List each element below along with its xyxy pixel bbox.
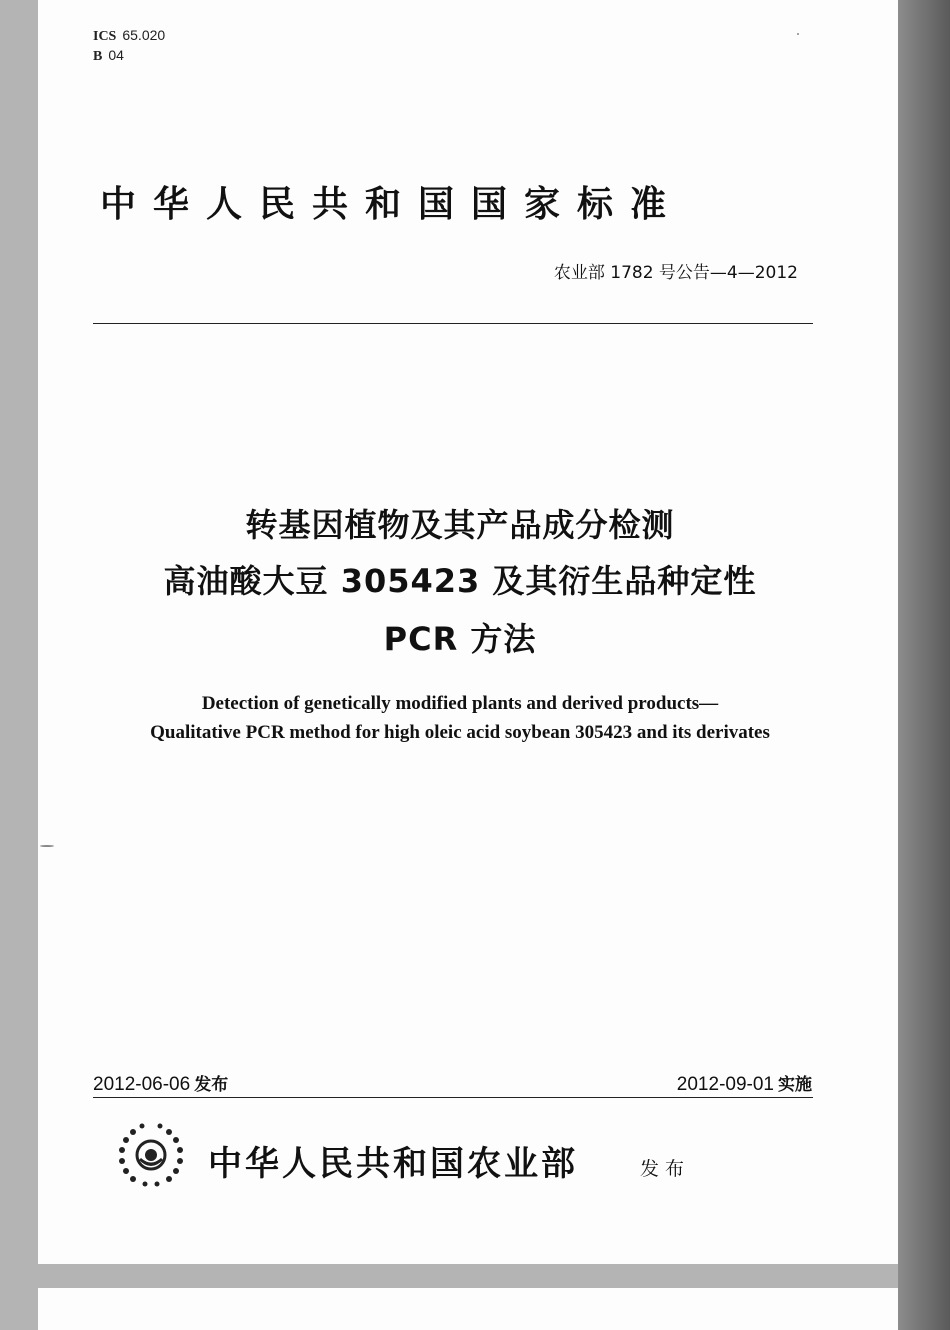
next-page-edge xyxy=(38,1288,898,1330)
title-cn-line1: 转基因植物及其产品成分检测 xyxy=(245,506,675,544)
effective-date: 2012-09-01 xyxy=(676,1074,774,1095)
issue-label: 发布 xyxy=(194,1075,229,1095)
issuer-action: 发布 xyxy=(640,1158,691,1180)
ccs-label: B xyxy=(93,49,103,64)
title-cn-line3: PCR 方法 xyxy=(383,620,537,658)
effective-label: 实施 xyxy=(778,1075,812,1095)
footer-rule xyxy=(93,1097,813,1098)
standard-category: 中华人民共和国国家标准 xyxy=(100,184,684,225)
header-rule xyxy=(93,323,813,324)
ics-code xyxy=(93,26,165,46)
scan-speck xyxy=(40,845,54,847)
effective-date-block xyxy=(677,1070,812,1096)
title-en-line1: Detection of genetically modified plants and derived products— xyxy=(201,693,719,714)
standard-number: 农业部 1782 号公告—4—2012 xyxy=(553,263,798,283)
ministry-emblem-icon xyxy=(112,1120,190,1190)
viewer-shadow xyxy=(898,0,950,1330)
title-en-line2: Qualitative PCR method for high oleic acid soybean 305423 and its derivates xyxy=(150,722,770,743)
ccs-value: 04 xyxy=(108,47,124,63)
ccs-code xyxy=(93,46,124,66)
title-cn-line2: 高油酸大豆 305423 及其衍生品种定性 xyxy=(163,562,757,600)
issue-date-block xyxy=(93,1070,228,1096)
issue-date: 2012-06-06 xyxy=(93,1074,191,1095)
issuer-name: 中华人民共和国农业部 xyxy=(208,1144,578,1184)
ics-label: ICS xyxy=(93,29,117,44)
ics-value: 65.020 xyxy=(122,27,166,43)
scan-speck xyxy=(797,33,799,35)
